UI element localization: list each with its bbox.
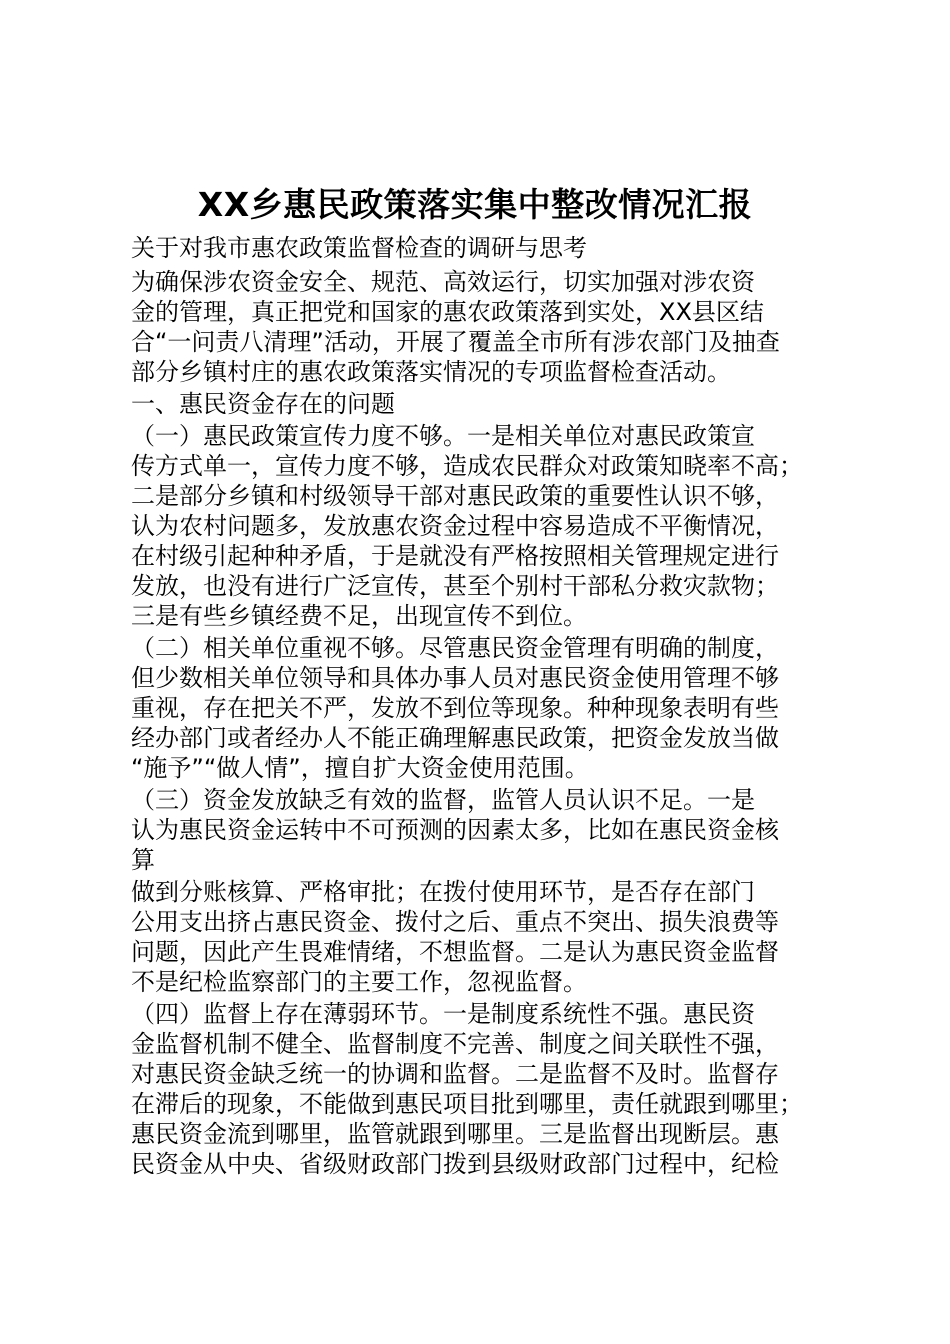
text-line: 对惠民资金缺乏统一的协调和监督。二是监督不及时。监督存 bbox=[131, 1060, 779, 1088]
text-line: 公用支出挤占惠民资金、拨付之后、重点不突出、损失浪费等 bbox=[131, 908, 779, 936]
text-line: 关于对我市惠农政策监督检查的调研与思考 bbox=[131, 234, 587, 262]
document-title: XX乡惠民政策落实集中整改情况汇报 bbox=[197, 185, 753, 224]
text-line: 为确保涉农资金安全、规范、高效运行，切实加强对涉农资 bbox=[131, 268, 755, 296]
text-line: 但少数相关单位领导和具体办事人员对惠民资金使用管理不够 bbox=[131, 664, 779, 692]
text-line: 做到分账核算、严格审批；在拨付使用环节，是否存在部门 bbox=[131, 878, 755, 906]
text-line: 二是部分乡镇和村级领导干部对惠民政策的重要性认识不够， bbox=[131, 482, 779, 510]
text-line: 部分乡镇村庄的惠农政策落实情况的专项监督检查活动。 bbox=[131, 358, 731, 386]
text-line: 金监督机制不健全、监督制度不完善、制度之间关联性不强， bbox=[131, 1030, 779, 1058]
text-line: 认为农村问题多，发放惠农资金过程中容易造成不平衡情况， bbox=[131, 512, 779, 540]
text-line: 重视，存在把关不严，发放不到位等现象。种种现象表明有些 bbox=[131, 694, 779, 722]
text-line: 合“一问责八清理”活动，开展了覆盖全市所有涉农部门及抽查 bbox=[131, 328, 780, 356]
text-line: 惠民资金流到哪里，监管就跟到哪里。三是监督出现断层。惠 bbox=[131, 1120, 779, 1148]
text-line: （一）惠民政策宣传力度不够。一是相关单位对惠民政策宣 bbox=[131, 422, 755, 450]
text-line: 经办部门或者经办人不能正确理解惠民政策，把资金发放当做 bbox=[131, 724, 779, 752]
text-line: 算 bbox=[131, 846, 155, 874]
text-line: 发放，也没有进行广泛宣传，甚至个别村干部私分救灾款物； bbox=[131, 572, 779, 600]
text-line: 民资金从中央、省级财政部门拨到县级财政部门过程中，纪检 bbox=[131, 1150, 779, 1178]
text-line: “施予”“做人情”，擅自扩大资金使用范围。 bbox=[131, 754, 589, 782]
text-line: 不是纪检监察部门的主要工作，忽视监督。 bbox=[131, 968, 587, 996]
text-line: 金的管理，真正把党和国家的惠农政策落到实处，XX县区结 bbox=[131, 298, 764, 326]
text-line: 在村级引起种种矛盾，于是就没有严格按照相关管理规定进行 bbox=[131, 542, 779, 570]
text-line: 问题，因此产生畏难情绪，不想监督。二是认为惠民资金监督 bbox=[131, 938, 779, 966]
text-line: 在滞后的现象，不能做到惠民项目批到哪里，责任就跟到哪里； bbox=[131, 1090, 803, 1118]
text-line: （二）相关单位重视不够。尽管惠民资金管理有明确的制度， bbox=[131, 634, 779, 662]
text-line: （四）监督上存在薄弱环节。一是制度系统性不强。惠民资 bbox=[131, 1000, 755, 1028]
text-line: 传方式单一，宣传力度不够，造成农民群众对政策知晓率不高； bbox=[131, 452, 803, 480]
text-line: 三是有些乡镇经费不足，出现宣传不到位。 bbox=[131, 602, 587, 630]
text-line: 认为惠民资金运转中不可预测的因素太多，比如在惠民资金核 bbox=[131, 816, 779, 844]
text-line: （三）资金发放缺乏有效的监督，监管人员认识不足。一是 bbox=[131, 786, 755, 814]
section-heading: 一、惠民资金存在的问题 bbox=[131, 390, 395, 418]
